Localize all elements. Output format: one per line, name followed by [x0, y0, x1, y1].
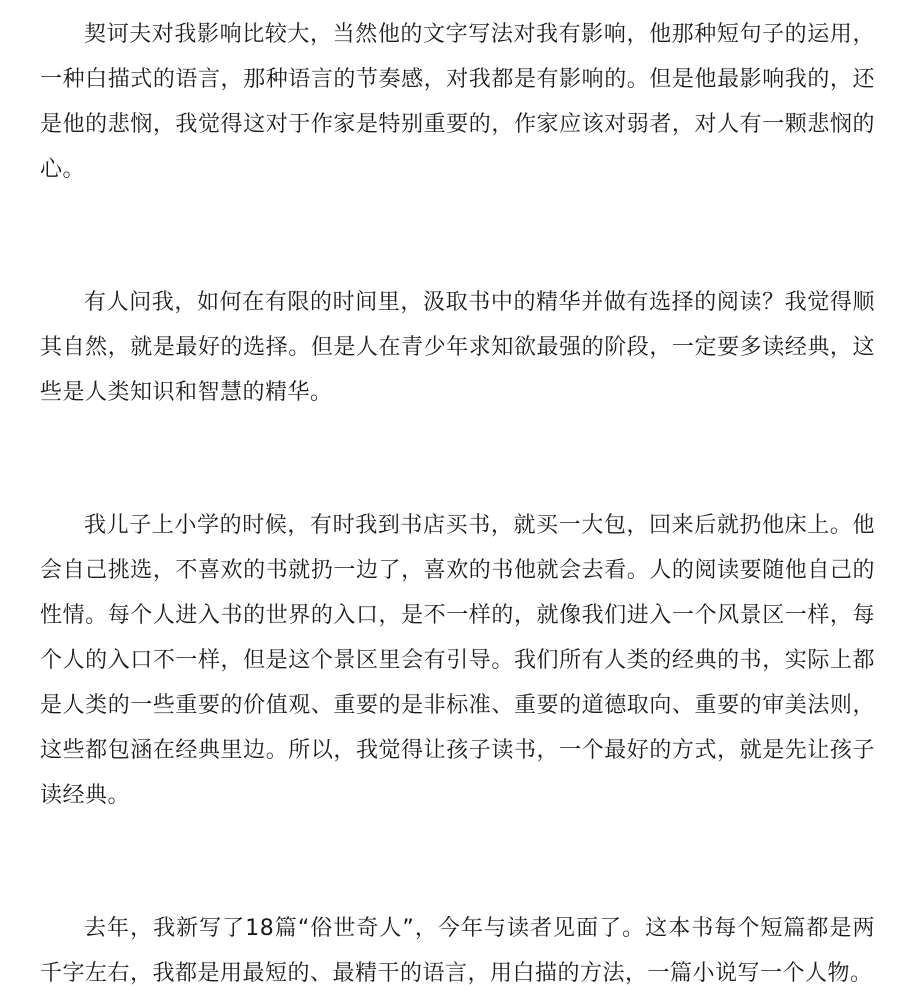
- paragraph-chekhov-influence: 契诃夫对我影响比较大，当然他的文字写法对我有影响，他那种短句子的运用，一种白描式的语言，那种语言的节奏感，对我都是有影响的。但是他最影响我的，还是他的悲悯，我觉得这对于作家是特别重要的，作家应该对弱者，对人有一颗悲悯的心。: [40, 22, 875, 182]
- paragraph-son-reading: 我儿子上小学的时候，有时我到书店买书，就买一大包，回来后就扔他床上。他会自己挑选，不喜欢的书就扔一边了，喜欢的书他就会去看。人的阅读要随他自己的性情。每个人进入书的世界的入口，是不一样的，就像我们进入一个风景区一样，每个人的入口不一样，但是这个景区里会有引导。我们所有人类的经典的书，实际上都是人类的一些重要的价值观、重要的是非标准、重要的道德取向、重要的审美法则，这些都包涵在经典里边。所以，我觉得让孩子读书，一个最好的方式，就是先让孩子读经典。: [40, 513, 875, 808]
- paragraph-selective-reading: 有人问我，如何在有限的时间里，汲取书中的精华并做有选择的阅读？我觉得顺其自然，就是最好的选择。但是人在青少年求知欲最强的阶段，一定要多读经典，这些是人类知识和智慧的精华。: [40, 290, 875, 405]
- paragraph-new-book: 去年，我新写了18篇“俗世奇人”，今年与读者见面了。这本书每个短篇都是两千字左右，我都是用最短的、最精干的语言，用白描的方法，一篇小说写一个人物。: [40, 916, 875, 986]
